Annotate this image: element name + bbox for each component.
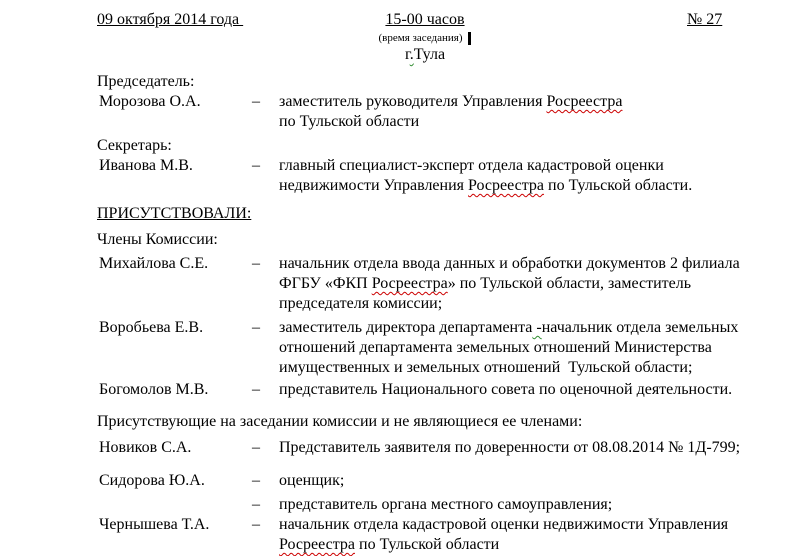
text-segment: главный специалист-эксперт отдела кадастровой оценки xyxy=(279,157,664,174)
description-line xyxy=(279,471,745,491)
person-role xyxy=(279,156,745,196)
text-segment: по Тульской области xyxy=(279,113,420,130)
description-line xyxy=(279,338,745,358)
text-segment: заместитель директора департамента xyxy=(279,319,533,336)
entry-row xyxy=(97,380,745,400)
text-segment: заместитель руководителя Управления xyxy=(279,93,547,110)
text-segment: начальник отдела земельных xyxy=(541,319,739,336)
person-name: Михайлова С.Е. xyxy=(99,255,209,272)
text-segment: ФГБУ «ФКП xyxy=(279,275,372,292)
text-segment: г xyxy=(404,46,410,63)
description-line xyxy=(279,294,745,314)
person-name: Сидорова Ю.А. xyxy=(99,472,205,489)
text-cursor xyxy=(468,32,471,45)
entry-row xyxy=(97,495,745,515)
dash-separator: – xyxy=(252,319,260,336)
section-label xyxy=(97,72,745,92)
entry-row xyxy=(97,318,745,378)
description-line xyxy=(279,112,745,132)
person-role xyxy=(279,380,745,400)
section-label xyxy=(97,230,745,250)
person-role xyxy=(279,92,745,132)
dash-separator: – xyxy=(252,439,260,456)
section-label xyxy=(97,136,745,156)
text-segment: председателя комиссии; xyxy=(279,295,443,312)
dash-separator: – xyxy=(252,516,260,533)
spellcheck-red-word: Росреестра xyxy=(468,177,545,194)
header-center-block xyxy=(330,10,520,64)
entry-row xyxy=(97,471,745,491)
meeting-time: 15-00 часов xyxy=(385,11,465,28)
text-segment: Председатель: xyxy=(97,73,195,90)
text-segment: начальник отдела ввода данных и обработки документов 2 филиала xyxy=(279,255,740,272)
text-segment: Представитель заявителя по доверенности от 08.08.2014 № 1Д-799; xyxy=(279,439,741,456)
description-line xyxy=(279,254,745,274)
text-segment: по Тульской области. xyxy=(544,177,693,194)
person-role xyxy=(279,318,745,378)
person-name: Иванова М.В. xyxy=(99,157,193,174)
description-line xyxy=(279,358,745,378)
text-segment: Секретарь: xyxy=(97,137,172,154)
dash-separator: – xyxy=(252,381,260,398)
spellcheck-red-word: Росреестра xyxy=(279,536,355,553)
description-line xyxy=(279,274,745,294)
text-segment: имущественных и земельных отношений Тульской области; xyxy=(279,359,693,376)
dash-separator: – xyxy=(252,157,260,174)
description-line xyxy=(279,156,745,176)
person-name: Морозова О.А. xyxy=(99,93,201,110)
spellcheck-red-word: Росреестра xyxy=(371,275,448,292)
text-segment: отношений департамента земельных отношений Министерства xyxy=(279,339,712,356)
spellcheck-red-word: Росреестра xyxy=(546,93,623,110)
person-name xyxy=(97,495,252,515)
entry-row xyxy=(97,515,745,555)
text-segment: Тула xyxy=(413,46,446,63)
description-line xyxy=(279,380,745,400)
text-segment: представитель Национального совета по оценочной деятельности. xyxy=(279,381,733,398)
text-segment: оценщик; xyxy=(279,472,345,489)
text-segment: недвижимости Управления xyxy=(279,177,469,194)
text-segment: ПРИСУТСТВОВАЛИ: xyxy=(97,205,252,222)
spellcheck-green-word: . xyxy=(409,46,414,63)
person-role xyxy=(279,254,745,314)
entry-row xyxy=(97,438,745,458)
description-line xyxy=(279,92,745,112)
text-segment: » по Тульской области, заместитель xyxy=(447,275,692,292)
description-line xyxy=(279,438,745,458)
section-heading xyxy=(97,204,745,224)
description-line xyxy=(279,515,745,535)
text-segment: Присутствующие на заседании комиссии и не являющиеся ее членами: xyxy=(97,413,583,430)
person-role xyxy=(279,515,745,555)
protocol-number: № 27 xyxy=(687,11,723,28)
dash-separator: – xyxy=(252,496,260,513)
dash-separator: – xyxy=(252,472,260,489)
person-role xyxy=(279,438,745,458)
time-caption: (время заседания) xyxy=(378,32,463,44)
entry-row xyxy=(97,254,745,314)
text-segment: начальник отдела кадастровой оценки недвижимости Управления xyxy=(279,516,729,533)
spellcheck-green-word: - xyxy=(532,319,542,336)
description-line xyxy=(279,495,745,515)
entry-row xyxy=(97,92,745,132)
person-name: Богомолов М.В. xyxy=(99,381,209,398)
section-label xyxy=(97,412,745,432)
person-name: Новиков С.А. xyxy=(99,439,192,456)
person-role xyxy=(279,495,745,515)
person-name: Воробьева Е.В. xyxy=(99,319,204,336)
document-body xyxy=(97,58,745,555)
person-role xyxy=(279,471,745,491)
description-line xyxy=(279,535,745,555)
description-line xyxy=(279,176,745,196)
description-line xyxy=(279,318,745,338)
dash-separator: – xyxy=(252,255,260,272)
entry-row xyxy=(97,156,745,196)
meeting-date: 09 октября 2014 года xyxy=(97,11,244,28)
time-caption-row xyxy=(330,30,520,45)
text-segment: представитель органа местного самоуправления; xyxy=(279,496,613,513)
dash-separator: – xyxy=(252,93,260,110)
person-name: Чернышева Т.А. xyxy=(99,516,210,533)
text-segment: по Тульской области xyxy=(355,536,500,553)
text-segment: Члены Комиссии: xyxy=(97,231,218,248)
